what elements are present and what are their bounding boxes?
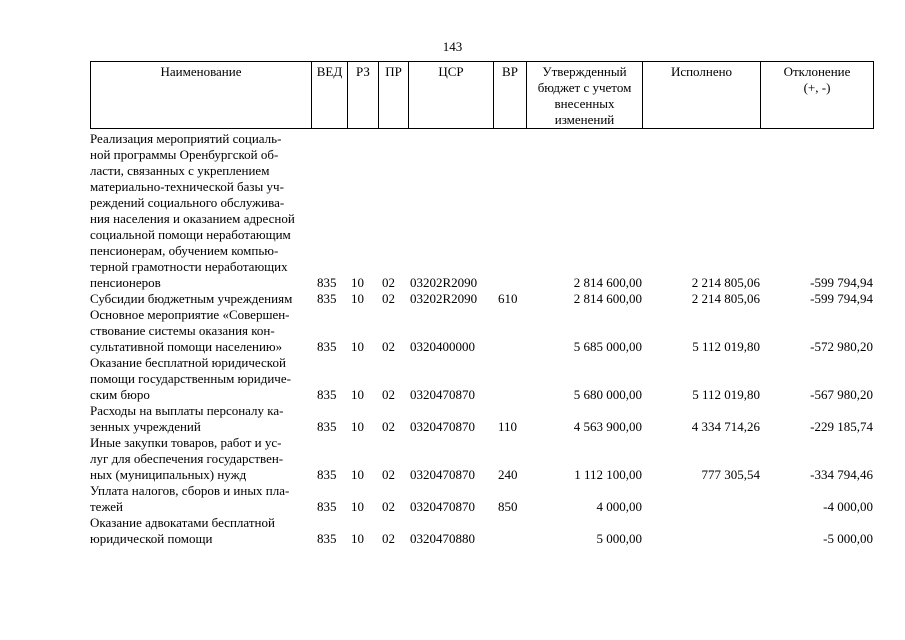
header-budget-line: изменений: [554, 112, 615, 127]
budget-table: [90, 131, 875, 547]
cell-deviation: -567 980,20: [810, 387, 873, 402]
cell-csr: 03202R2090: [410, 291, 478, 306]
cell-name: [90, 307, 315, 355]
cell-name-line: пенсионеров: [90, 275, 161, 290]
table-row: [90, 307, 875, 355]
cell-csr: 0320400000: [410, 339, 475, 354]
cell-vr: 240: [498, 467, 518, 482]
header-budget-line: бюджет с учетом: [537, 80, 632, 95]
cell-vr: 110: [498, 419, 518, 434]
cell-ved: 835: [317, 387, 337, 402]
cell-budget: 5 000,00: [596, 531, 642, 546]
header-executed: Исполнено: [643, 62, 761, 129]
cell-budget: 2 814 600,00: [573, 291, 642, 306]
cell-pr: 02: [382, 467, 395, 482]
cell-pr: 02: [382, 339, 395, 354]
cell-deviation: -599 794,94: [810, 291, 873, 306]
cell-name-line: Расходы на выплаты персоналу ка-: [90, 403, 284, 418]
cell-csr: 0320470870: [410, 467, 475, 482]
cell-executed: 4 334 714,26: [691, 419, 760, 434]
cell-ved: 835: [317, 339, 337, 354]
header-deviation-line: (+, -): [803, 80, 831, 95]
cell-csr: 03202R2090: [410, 275, 478, 290]
cell-name: [90, 483, 315, 515]
cell-rz: 10: [351, 387, 364, 402]
cell-name-line: юридической помощи: [90, 531, 213, 546]
table-row: [90, 403, 875, 435]
header-deviation-line: Отклонение: [783, 64, 851, 79]
cell-budget: 4 000,00: [596, 499, 642, 514]
cell-name-line: ной программы Оренбургской об-: [90, 147, 279, 162]
cell-name: [90, 515, 315, 547]
header-ved: ВЕД: [312, 62, 348, 129]
cell-budget: 5 685 000,00: [573, 339, 642, 354]
cell-name-line: ния населения и оказанием адресной: [90, 211, 295, 226]
cell-rz: 10: [351, 419, 364, 434]
cell-vr: [496, 131, 528, 291]
cell-rz: 10: [351, 291, 364, 306]
cell-name-line: сультативной помощи населению»: [90, 339, 283, 354]
cell-name-line: ским бюро: [90, 387, 150, 402]
cell-vr: [496, 307, 528, 355]
cell-budget: 2 814 600,00: [573, 275, 642, 290]
table-row: [90, 483, 875, 515]
cell-deviation: -229 185,74: [810, 419, 873, 434]
cell-rz: 10: [351, 275, 364, 290]
cell-executed: [644, 483, 762, 515]
cell-vr: 610: [498, 291, 518, 306]
cell-pr: 02: [382, 531, 395, 546]
cell-vr: 850: [498, 499, 518, 514]
cell-vr: [496, 355, 528, 403]
header-csr: ЦСР: [409, 62, 494, 129]
cell-csr: 0320470880: [410, 531, 475, 546]
cell-name-line: ствование системы оказания кон-: [90, 323, 275, 338]
cell-ved: 835: [317, 499, 337, 514]
cell-ved: 835: [317, 291, 337, 306]
cell-name-line: социальной помощи неработающим: [90, 227, 291, 242]
cell-name-line: Основное мероприятие «Совершен-: [90, 307, 290, 322]
table-row: [90, 355, 875, 403]
cell-rz: 10: [351, 339, 364, 354]
cell-name-line: пенсионерам, обучением компью-: [90, 243, 279, 258]
cell-name-line: Иные закупки товаров, работ и ус-: [90, 435, 282, 450]
cell-csr: 0320470870: [410, 387, 475, 402]
cell-name-line: луг для обеспечения государствен-: [90, 451, 284, 466]
cell-rz: 10: [351, 467, 364, 482]
cell-deviation: -4 000,00: [823, 499, 873, 514]
table-row: [90, 291, 875, 307]
cell-rz: 10: [351, 531, 364, 546]
cell-deviation: -334 794,46: [810, 467, 873, 482]
header-rz: РЗ: [348, 62, 379, 129]
cell-name-line: тежей: [90, 499, 123, 514]
table-row: [90, 435, 875, 483]
header-budget-line: внесенных: [554, 96, 615, 111]
cell-name-line: помощи государственным юридиче-: [90, 371, 291, 386]
cell-executed: [644, 515, 762, 547]
cell-name-line: материально-технической базы уч-: [90, 179, 284, 194]
cell-executed: 777 305,54: [701, 467, 760, 482]
cell-budget: 4 563 900,00: [573, 419, 642, 434]
cell-name-line: Оказание адвокатами бесплатной: [90, 515, 275, 530]
cell-budget: 1 112 100,00: [574, 467, 642, 482]
cell-vr: [496, 515, 528, 547]
header-deviation: [761, 62, 874, 129]
cell-name-line: терной грамотности неработающих: [90, 259, 288, 274]
header-pr: ПР: [379, 62, 409, 129]
cell-name-line: ласти, связанных с укреплением: [90, 163, 270, 178]
cell-deviation: -599 794,94: [810, 275, 873, 290]
cell-pr: 02: [382, 499, 395, 514]
cell-name-line: зенных учреждений: [90, 419, 201, 434]
table-body: [90, 131, 875, 547]
table-header: [90, 61, 874, 129]
header-name: Наименование: [91, 62, 312, 129]
header-budget-line: Утвержденный: [542, 64, 627, 79]
cell-ved: 835: [317, 467, 337, 482]
cell-pr: 02: [382, 291, 395, 306]
cell-csr: 0320470870: [410, 499, 475, 514]
cell-name: [90, 403, 315, 435]
cell-deviation: -5 000,00: [823, 531, 873, 546]
header-budget: [527, 62, 643, 129]
header-vr: ВР: [494, 62, 527, 129]
cell-name: [90, 291, 315, 307]
cell-csr: 0320470870: [410, 419, 475, 434]
table-row: [90, 515, 875, 547]
table-row: [90, 131, 875, 291]
cell-name-line: Реализация мероприятий социаль-: [90, 131, 282, 146]
cell-ved: 835: [317, 531, 337, 546]
cell-executed: 2 214 805,06: [691, 275, 760, 290]
cell-name-line: ных (муниципальных) нужд: [90, 467, 247, 482]
cell-name-line: Уплата налогов, сборов и иных пла-: [90, 483, 290, 498]
cell-budget: 5 680 000,00: [573, 387, 642, 402]
cell-pr: 02: [382, 419, 395, 434]
cell-pr: 02: [382, 275, 395, 290]
page-number: 143: [442, 39, 463, 54]
cell-name: [90, 435, 315, 483]
cell-deviation: -572 980,20: [810, 339, 873, 354]
cell-name-line: Субсидии бюджетным учреждениям: [90, 291, 293, 306]
cell-name: [90, 355, 315, 403]
cell-ved: 835: [317, 419, 337, 434]
cell-executed: 5 112 019,80: [692, 387, 760, 402]
cell-executed: 2 214 805,06: [691, 291, 760, 306]
cell-executed: 5 112 019,80: [692, 339, 760, 354]
cell-rz: 10: [351, 499, 364, 514]
cell-name: [90, 131, 315, 291]
cell-ved: 835: [317, 275, 337, 290]
cell-name-line: Оказание бесплатной юридической: [90, 355, 286, 370]
cell-name-line: реждений социального обслужива-: [90, 195, 285, 210]
cell-pr: 02: [382, 387, 395, 402]
